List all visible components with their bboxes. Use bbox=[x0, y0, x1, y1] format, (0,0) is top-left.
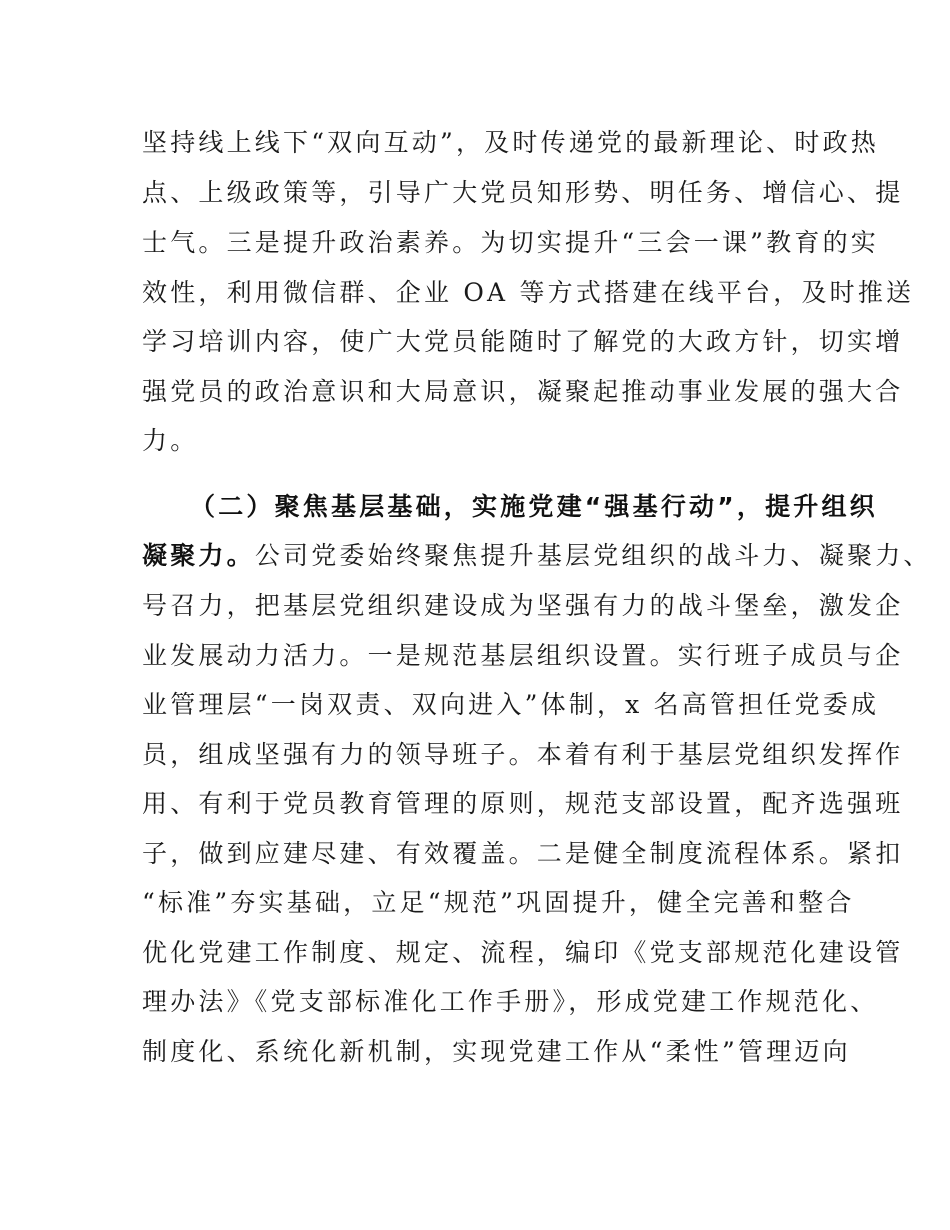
paragraph-2-line-7: 用、有利于党员教育管理的原则，规范支部设置，配齐选强班 bbox=[142, 789, 904, 818]
paragraph-2-line-2 bbox=[142, 541, 932, 571]
paragraph-1-line-1: 坚持线上线下“双向互动”，及时传递党的最新理论、时政热 bbox=[142, 128, 879, 157]
paragraph-1-line-6: 强党员的政治意识和大局意识，凝聚起推动事业发展的强大合 bbox=[142, 377, 904, 406]
paragraph-2-line-4: 业发展动力活力。一是规范基层组织设置。实行班子成员与企 bbox=[142, 641, 904, 670]
section-heading: （二）聚焦基层基础，实施党建“强基行动”，提升组织 bbox=[190, 492, 878, 521]
paragraph-1-line-4: 效性，利用微信群、企业 OA 等方式搭建在线平台，及时推送 bbox=[142, 278, 915, 307]
section-heading-continued: 凝聚力。 bbox=[142, 541, 255, 570]
paragraph-1-line-3: 士气。三是提升政治素养。为切实提升“三会一课”教育的实 bbox=[142, 228, 879, 257]
paragraph-2-line-12: 制度化、系统化新机制，实现党建工作从“柔性”管理迈向 bbox=[142, 1037, 851, 1066]
paragraph-1-line-5: 学习培训内容，使广大党员能随时了解党的大政方针，切实增 bbox=[142, 327, 904, 356]
paragraph-2-line-2-text: 公司党委始终聚焦提升基层党组织的战斗力、凝聚力、 bbox=[254, 541, 932, 570]
paragraph-2-line-6: 员，组成坚强有力的领导班子。本着有利于基层党组织发挥作 bbox=[142, 740, 904, 769]
paragraph-2-line-10: 优化党建工作制度、规定、流程，编印《党支部规范化建设管 bbox=[142, 938, 904, 967]
paragraph-2-line-8: 子，做到应建尽建、有效覆盖。二是健全制度流程体系。紧扣 bbox=[142, 839, 904, 868]
paragraph-2-line-5: 业管理层“一岗双责、双向进入”体制，x 名高管担任党委成 bbox=[142, 690, 880, 719]
paragraph-2-line-9: “标准”夯实基础，立足“规范”巩固提升，健全完善和整合 bbox=[142, 888, 855, 917]
paragraph-2-line-11: 理办法》《党支部标准化工作手册》，形成党建工作规范化、 bbox=[142, 987, 879, 1016]
paragraph-2-line-3: 号召力，把基层党组织建设成为坚强有力的战斗堡垒，激发企 bbox=[142, 591, 904, 620]
paragraph-1-line-7: 力。 bbox=[142, 426, 199, 455]
paragraph-1-line-2: 点、上级政策等，引导广大党员知形势、明任务、增信心、提 bbox=[142, 178, 904, 207]
